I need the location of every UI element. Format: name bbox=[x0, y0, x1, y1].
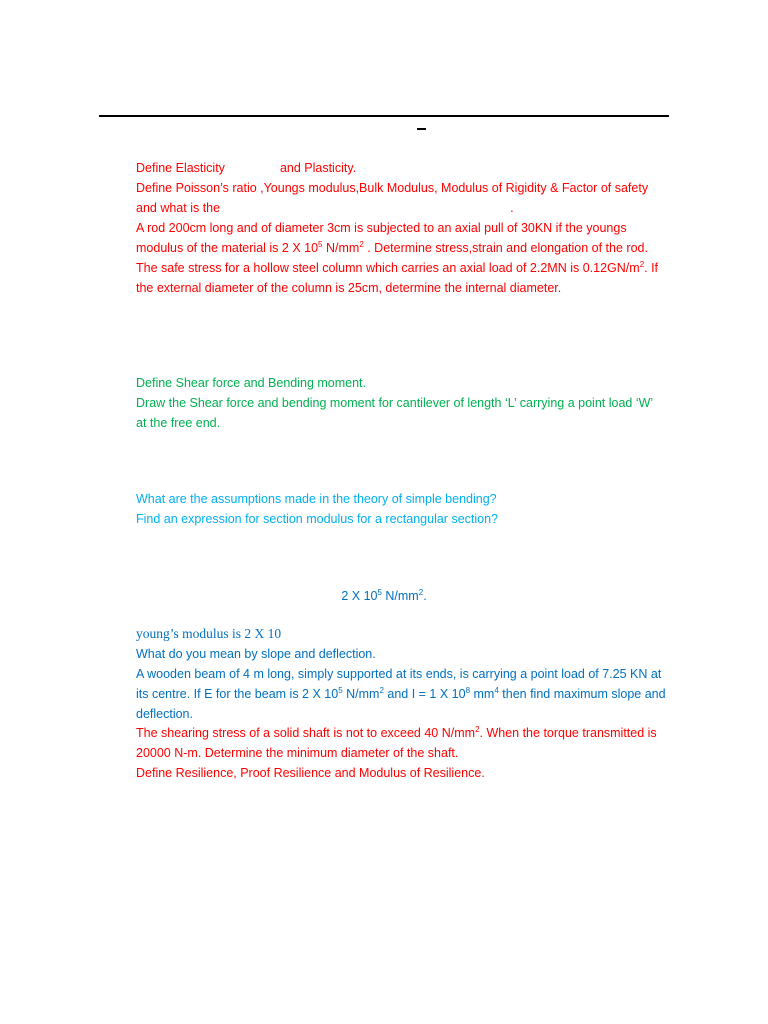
question-beam-line2: its centre. If E for the beam is 2 X $10^5$ $N/mm^2$ and I = 1 X $10^8$ $mm^4$ then find maximum slope and bbox=[136, 686, 666, 701]
center-note: 2 X $10^5$ $N/mm^2$. bbox=[341, 588, 427, 603]
question-slope-deflection: What do you mean by slope and deflection. bbox=[136, 647, 376, 661]
section-1 bbox=[136, 158, 676, 298]
question-beam-line3: deflection. bbox=[136, 707, 193, 721]
question-cantilever-line1: Draw the Shear force and bending moment for cantilever of length ‘L’ carrying a point load ‘W’ bbox=[136, 396, 654, 410]
question-elasticity: Define Elasticity and Plasticity. bbox=[136, 161, 357, 175]
question-column-line2: the external diameter of the column is 25cm, determine the internal diameter. bbox=[136, 281, 562, 295]
section-3 bbox=[136, 489, 676, 529]
section-4 bbox=[136, 624, 676, 724]
question-column-line1: The safe stress for a hollow steel column which carries an axial load of 2.2MN is $0.12GN/m^2$. If bbox=[136, 260, 659, 275]
question-rod-line2: modulus of the material is 2 X $10^5$ $N/mm^2$ . Determine stress,strain and elongation of the rod. bbox=[136, 240, 648, 255]
question-beam-line1: A wooden beam of 4 m long, simply supported at its ends, is carrying a point load of 7.25 KN at bbox=[136, 667, 662, 681]
question-shaft-line2: 20000 N-m. Determine the minimum diameter of the shaft. bbox=[136, 746, 459, 760]
question-bending-assumptions: What are the assumptions made in the theory of simple bending? bbox=[136, 492, 497, 506]
question-poisson-line2: and what is the . bbox=[136, 201, 514, 215]
section-5 bbox=[136, 723, 676, 783]
question-section-modulus: Find an expression for section modulus for a rectangular section? bbox=[136, 512, 498, 526]
youngs-modulus-line: young’s modulus is 2 X 10 bbox=[136, 626, 282, 641]
question-rod-line1: A rod 200cm long and of diameter 3cm is subjected to an axial pull of 30KN if the youngs bbox=[136, 221, 627, 235]
question-resilience: Define Resilience, Proof Resilience and Modulus of Resilience. bbox=[136, 766, 485, 780]
section-2 bbox=[136, 373, 676, 433]
question-shear-force: Define Shear force and Bending moment. bbox=[136, 376, 366, 390]
header-dash bbox=[417, 128, 426, 130]
question-cantilever-line2: at the free end. bbox=[136, 416, 221, 430]
header-rule bbox=[99, 115, 669, 117]
question-poisson-line1: Define Poisson’s ratio ,Youngs modulus,Bulk Modulus, Modulus of Rigidity & Factor of safety bbox=[136, 181, 649, 195]
question-shaft-line1: The shearing stress of a solid shaft is not to exceed 40 $N/mm^2$. When the torque transmitted is bbox=[136, 725, 657, 740]
